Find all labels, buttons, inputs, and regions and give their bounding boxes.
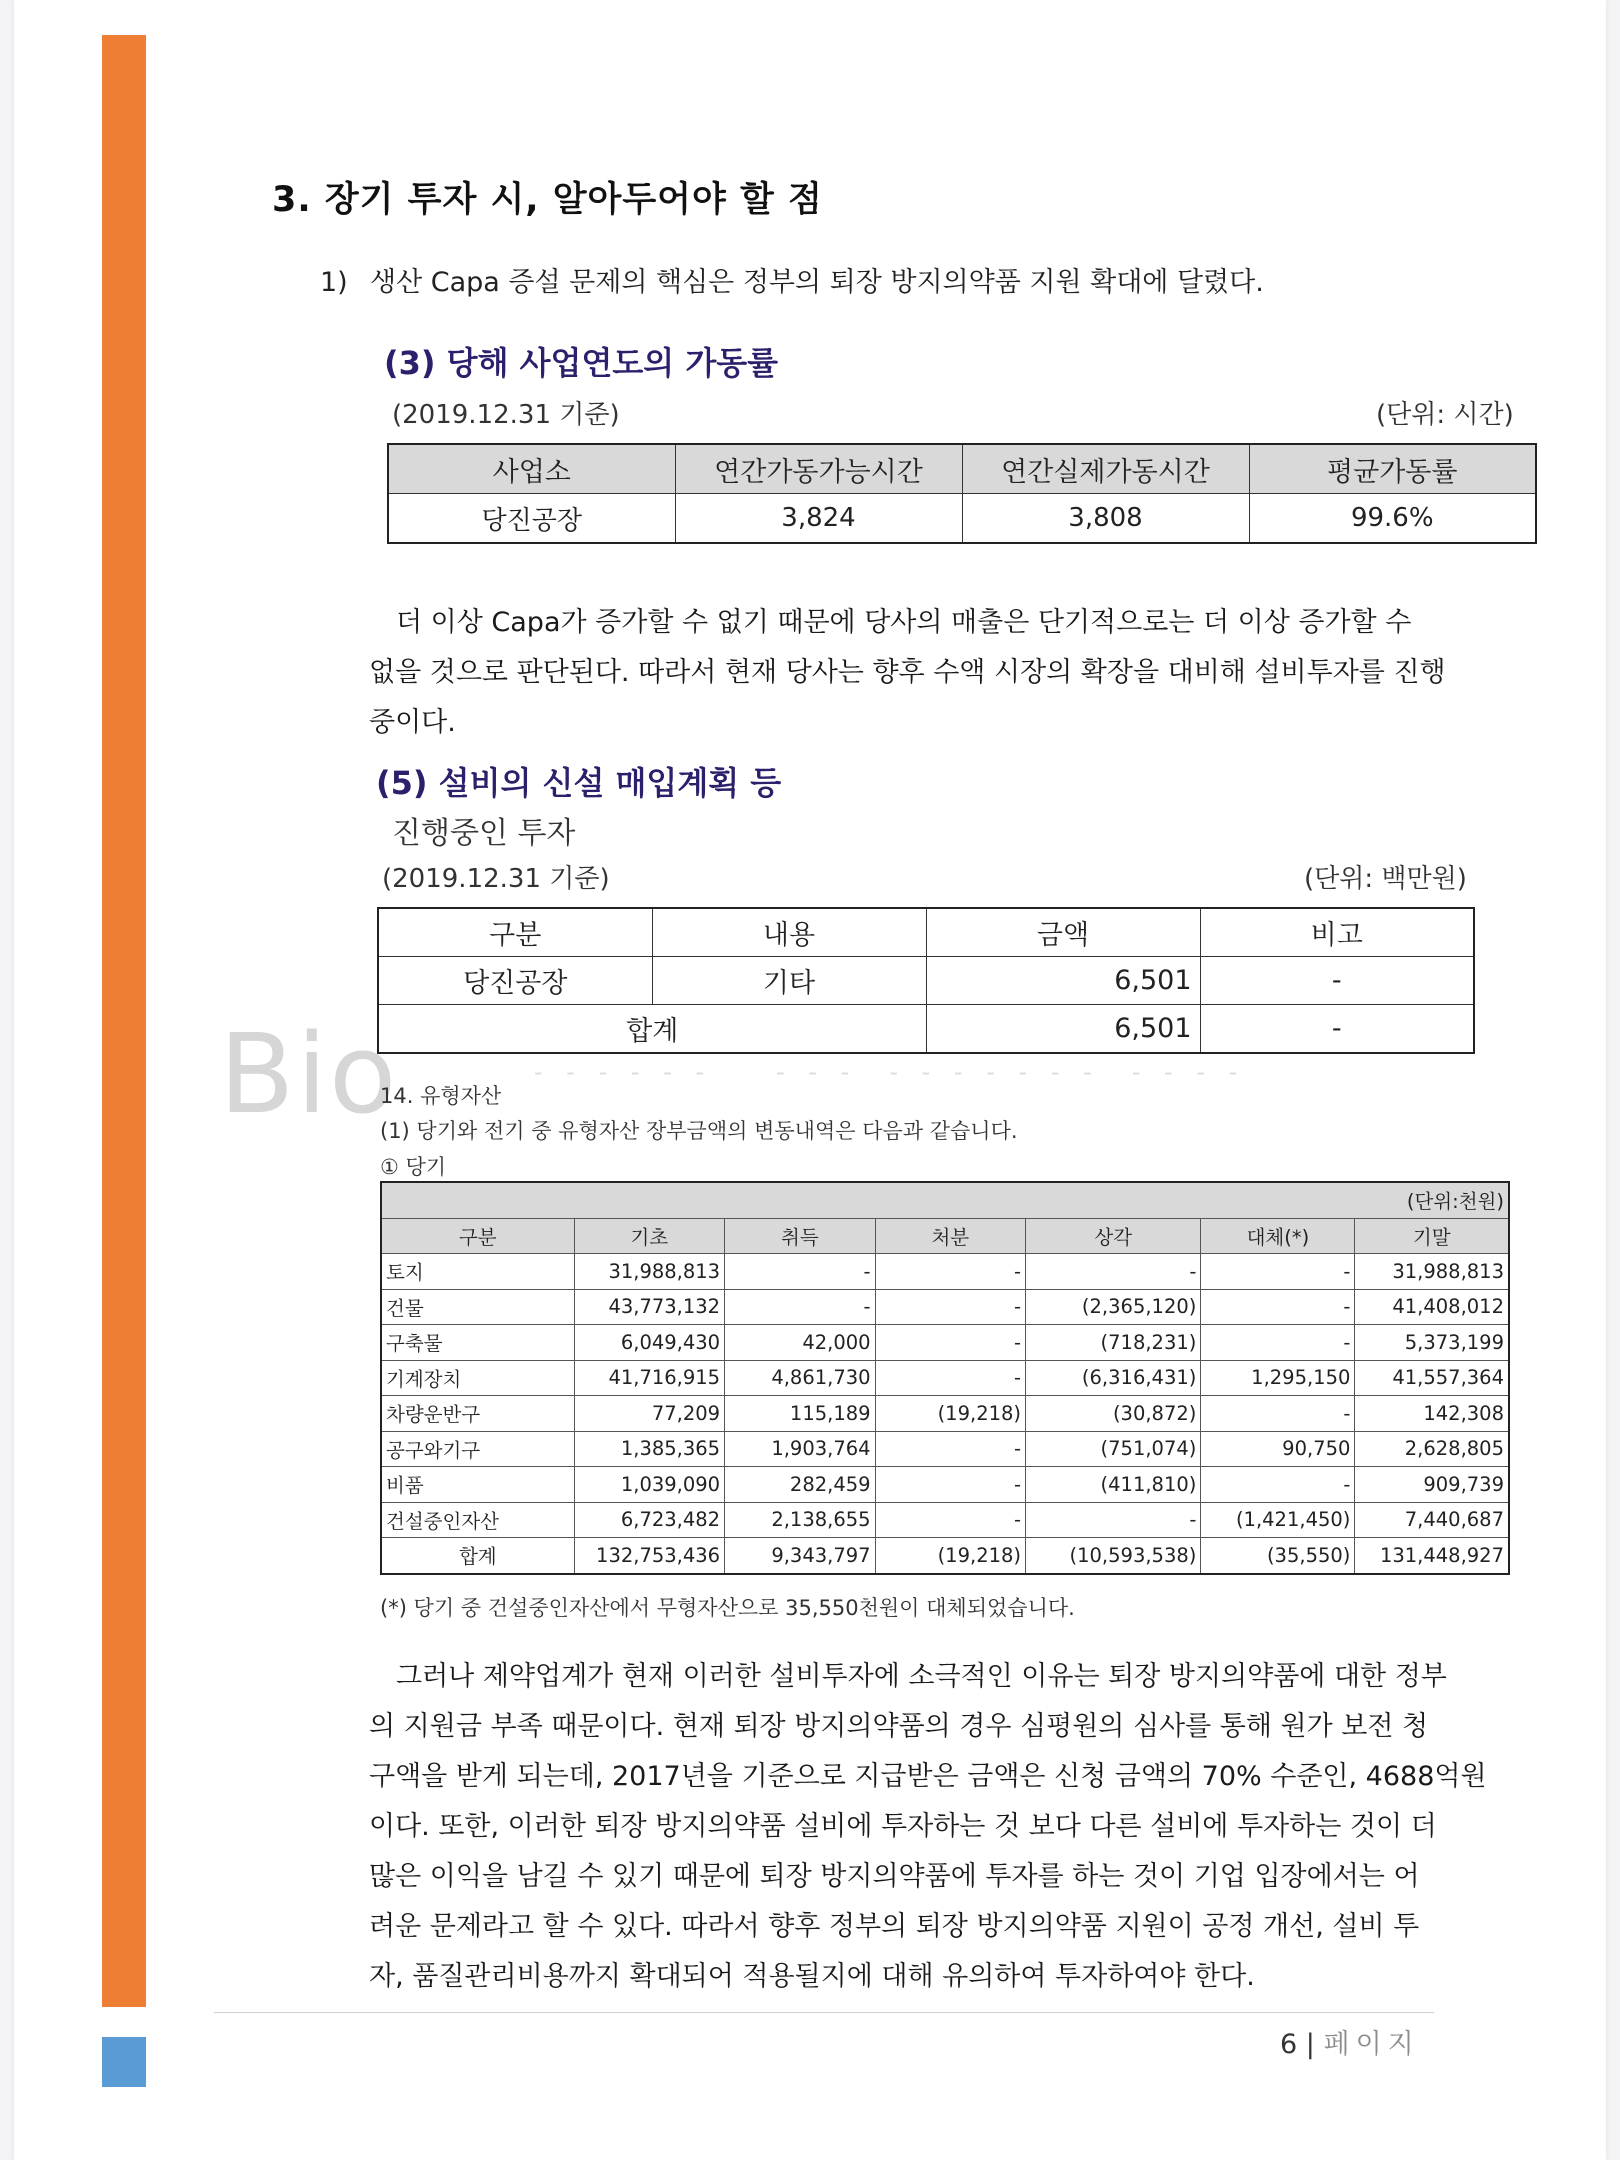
facility-subtitle: 진행중인 투자	[392, 816, 576, 851]
table-cell: 6,501	[926, 957, 1200, 1005]
paragraph-line: 이다. 또한, 이러한 퇴장 방지의약품 설비에 투자하는 것 보다 다른 설비에 투자하는 것이 더	[369, 1811, 1437, 1842]
page-footer	[1280, 2022, 1420, 2061]
table-cell: 9,343,797	[725, 1538, 875, 1574]
paragraph-line: 려운 문제라고 할 수 있다. 따라서 향후 정부의 퇴장 방지의약품 지원이 공정 개선, 설비 투	[369, 1911, 1420, 1942]
table-cell: 기타	[652, 957, 926, 1005]
table-cell: -	[1201, 1254, 1355, 1290]
table-cell: (19,218)	[875, 1538, 1025, 1574]
table-cell: 합계	[381, 1538, 574, 1574]
table-total-row	[381, 1538, 1509, 1574]
table-header-cell: 기말	[1355, 1218, 1509, 1254]
table-cell: 차량운반구	[381, 1396, 574, 1432]
table-header-cell: 금액	[926, 908, 1200, 957]
table-cell: 2,138,655	[725, 1502, 875, 1538]
utilization-unit: (단위: 시간)	[1376, 400, 1514, 430]
table-cell: -	[875, 1360, 1025, 1396]
tangible-table-body	[381, 1254, 1509, 1538]
paragraph-line: 많은 이익을 남길 수 있기 때문에 퇴장 방지의약품에 투자를 하는 것이 기업 입장에서는 어	[369, 1861, 1420, 1892]
table-cell: 41,716,915	[574, 1360, 724, 1396]
utilization-table	[387, 443, 1537, 544]
table-header-cell: 사업소	[388, 444, 675, 494]
paragraph-line: 없을 것으로 판단된다. 따라서 현재 당사는 향후 수액 시장의 확장을 대비해 설비투자를 진행	[369, 657, 1446, 688]
table-cell: 비품	[381, 1467, 574, 1503]
table-row	[378, 957, 1474, 1005]
table-cell: 31,988,813	[574, 1254, 724, 1290]
table-cell: 기계장치	[381, 1360, 574, 1396]
table-cell: (19,218)	[875, 1396, 1025, 1432]
facility-table	[377, 907, 1475, 1054]
table-cell: 2,628,805	[1355, 1431, 1509, 1467]
table-cell: -	[875, 1325, 1025, 1361]
table-cell: -	[1200, 957, 1474, 1005]
utilization-date: (2019.12.31 기준)	[392, 400, 620, 430]
facility-date: (2019.12.31 기준)	[382, 864, 610, 894]
table-header-cell: 비고	[1200, 908, 1474, 957]
table-cell: 1,295,150	[1201, 1360, 1355, 1396]
table-row	[381, 1396, 1509, 1432]
table-header-cell: 연간가동가능시간	[675, 444, 962, 494]
table-header-cell: 내용	[652, 908, 926, 957]
table-header-cell: 연간실제가동시간	[962, 444, 1249, 494]
subpoint-number: 1)	[320, 267, 348, 298]
paragraph-line: 그러나 제약업계가 현재 이러한 설비투자에 소극적인 이유는 퇴장 방지의약품에 대한 정부	[369, 1661, 1447, 1692]
table-row	[388, 494, 1536, 544]
table-cell: (2,365,120)	[1026, 1289, 1201, 1325]
table-row	[381, 1325, 1509, 1361]
table-header-cell: 대체(*)	[1201, 1218, 1355, 1254]
table-cell: 건설중인자산	[381, 1502, 574, 1538]
facility-caption: (5) 설비의 신설 매입계획 등	[376, 764, 782, 802]
subpoint-text: 생산 Capa 증설 문제의 핵심은 정부의 퇴장 방지의약품 지원 확대에 달렸다.	[370, 267, 1264, 298]
table-cell: 건물	[381, 1289, 574, 1325]
table-cell: 115,189	[725, 1396, 875, 1432]
table-row	[381, 1254, 1509, 1290]
tangible-period: ① 당기	[380, 1155, 447, 1179]
table-cell: 41,557,364	[1355, 1360, 1509, 1396]
table-header-row	[388, 444, 1536, 494]
paragraph-line: 더 이상 Capa가 증가할 수 없기 때문에 당사의 매출은 단기적으로는 더 이상 증가할 수	[369, 607, 1412, 638]
decorative-dashes: - - - - - - - - - - - - - - - - - - - -	[534, 1058, 1246, 1086]
table-cell: -	[1201, 1396, 1355, 1432]
table-unit-row	[381, 1182, 1509, 1218]
table-cell: -	[875, 1502, 1025, 1538]
table-cell: -	[1201, 1289, 1355, 1325]
table-cell: 합계	[378, 1005, 926, 1054]
table-header-cell: 구분	[378, 908, 652, 957]
table-cell: 1,385,365	[574, 1431, 724, 1467]
table-cell: 6,723,482	[574, 1502, 724, 1538]
facility-unit: (단위: 백만원)	[1304, 864, 1467, 894]
table-cell: -	[1026, 1254, 1201, 1290]
table-cell: 142,308	[1355, 1396, 1509, 1432]
table-cell: 41,408,012	[1355, 1289, 1509, 1325]
tangible-footnote: (*) 당기 중 건설중인자산에서 무형자산으로 35,550천원이 대체되었습니다.	[380, 1596, 1075, 1620]
table-cell: 공구와기구	[381, 1431, 574, 1467]
table-cell: (35,550)	[1201, 1538, 1355, 1574]
table-cell: -	[875, 1431, 1025, 1467]
table-cell: 31,988,813	[1355, 1254, 1509, 1290]
table-header-row	[381, 1218, 1509, 1254]
table-cell: -	[875, 1289, 1025, 1325]
table-cell: 4,861,730	[725, 1360, 875, 1396]
table-cell: 3,824	[675, 494, 962, 544]
table-cell: 132,753,436	[574, 1538, 724, 1574]
watermark-text: Bio	[219, 1010, 399, 1138]
table-header-cell: 상각	[1026, 1218, 1201, 1254]
table-cell: 42,000	[725, 1325, 875, 1361]
table-cell: 5,373,199	[1355, 1325, 1509, 1361]
table-cell: 7,440,687	[1355, 1502, 1509, 1538]
table-cell: 131,448,927	[1355, 1538, 1509, 1574]
table-cell: 당진공장	[378, 957, 652, 1005]
table-cell: 282,459	[725, 1467, 875, 1503]
table-cell: 구축물	[381, 1325, 574, 1361]
orange-side-bar	[102, 35, 146, 2007]
utilization-caption: (3) 당해 사업연도의 가동률	[384, 344, 779, 382]
table-cell: 90,750	[1201, 1431, 1355, 1467]
table-header-cell: 취득	[725, 1218, 875, 1254]
table-row	[381, 1360, 1509, 1396]
blue-corner-block	[102, 2037, 146, 2087]
table-cell: 99.6%	[1249, 494, 1536, 544]
table-cell: 6,501	[926, 1005, 1200, 1054]
table-header-cell: 기초	[574, 1218, 724, 1254]
table-row	[381, 1502, 1509, 1538]
table-cell: -	[1200, 1005, 1474, 1054]
paragraph-line: 자, 품질관리비용까지 확대되어 적용될지에 대해 유의하여 투자하여야 한다.	[369, 1961, 1255, 1992]
table-cell: (411,810)	[1026, 1467, 1201, 1503]
paragraph-line: 의 지원금 부족 때문이다. 현재 퇴장 방지의약품의 경우 심평원의 심사를 통해 원가 보전 청	[369, 1711, 1429, 1742]
tangible-description: (1) 당기와 전기 중 유형자산 장부금액의 변동내역은 다음과 같습니다.	[380, 1119, 1018, 1143]
table-header-cell: 구분	[381, 1218, 574, 1254]
footer-divider	[214, 2012, 1434, 2013]
table-cell: 토지	[381, 1254, 574, 1290]
paragraph-government-support	[369, 1652, 1487, 2002]
document-page	[14, 0, 1606, 2160]
table-row	[381, 1467, 1509, 1503]
table-cell: (30,872)	[1026, 1396, 1201, 1432]
table-cell: -	[725, 1254, 875, 1290]
table-cell: -	[875, 1254, 1025, 1290]
table-header-cell: 평균가동률	[1249, 444, 1536, 494]
footer-separator: |	[1305, 2029, 1315, 2060]
paragraph-line: 중이다.	[369, 707, 456, 738]
table-cell: 43,773,132	[574, 1289, 724, 1325]
table-cell: 6,049,430	[574, 1325, 724, 1361]
table-cell: (10,593,538)	[1026, 1538, 1201, 1574]
table-cell: 1,903,764	[725, 1431, 875, 1467]
table-cell: -	[1201, 1325, 1355, 1361]
tangible-assets-table	[380, 1181, 1510, 1575]
table-unit-cell: (단위:천원)	[381, 1182, 1509, 1218]
table-row	[381, 1289, 1509, 1325]
table-header-cell: 처분	[875, 1218, 1025, 1254]
table-total-row	[378, 1005, 1474, 1054]
table-cell: (718,231)	[1026, 1325, 1201, 1361]
table-cell: 당진공장	[388, 494, 675, 544]
paragraph-capa	[369, 598, 1446, 748]
paragraph-line: 구액을 받게 되는데, 2017년을 기준으로 지급받은 금액은 신청 금액의 70% 수준인, 4688억원	[369, 1761, 1487, 1792]
table-cell: -	[1201, 1467, 1355, 1503]
table-row	[381, 1431, 1509, 1467]
table-cell: 1,039,090	[574, 1467, 724, 1503]
table-cell: -	[875, 1467, 1025, 1503]
table-cell: 3,808	[962, 494, 1249, 544]
table-cell: -	[1026, 1502, 1201, 1538]
page-label: 페이지	[1323, 2029, 1420, 2060]
table-header-row	[378, 908, 1474, 957]
table-cell: 77,209	[574, 1396, 724, 1432]
subpoint	[320, 260, 1264, 299]
page-number: 6	[1280, 2029, 1298, 2060]
tangible-title: 14. 유형자산	[380, 1084, 502, 1108]
table-cell: -	[725, 1289, 875, 1325]
table-cell: (1,421,450)	[1201, 1502, 1355, 1538]
table-cell: (751,074)	[1026, 1431, 1201, 1467]
section-title: 3. 장기 투자 시, 알아두어야 할 점	[272, 180, 823, 220]
table-cell: 909,739	[1355, 1467, 1509, 1503]
table-cell: (6,316,431)	[1026, 1360, 1201, 1396]
